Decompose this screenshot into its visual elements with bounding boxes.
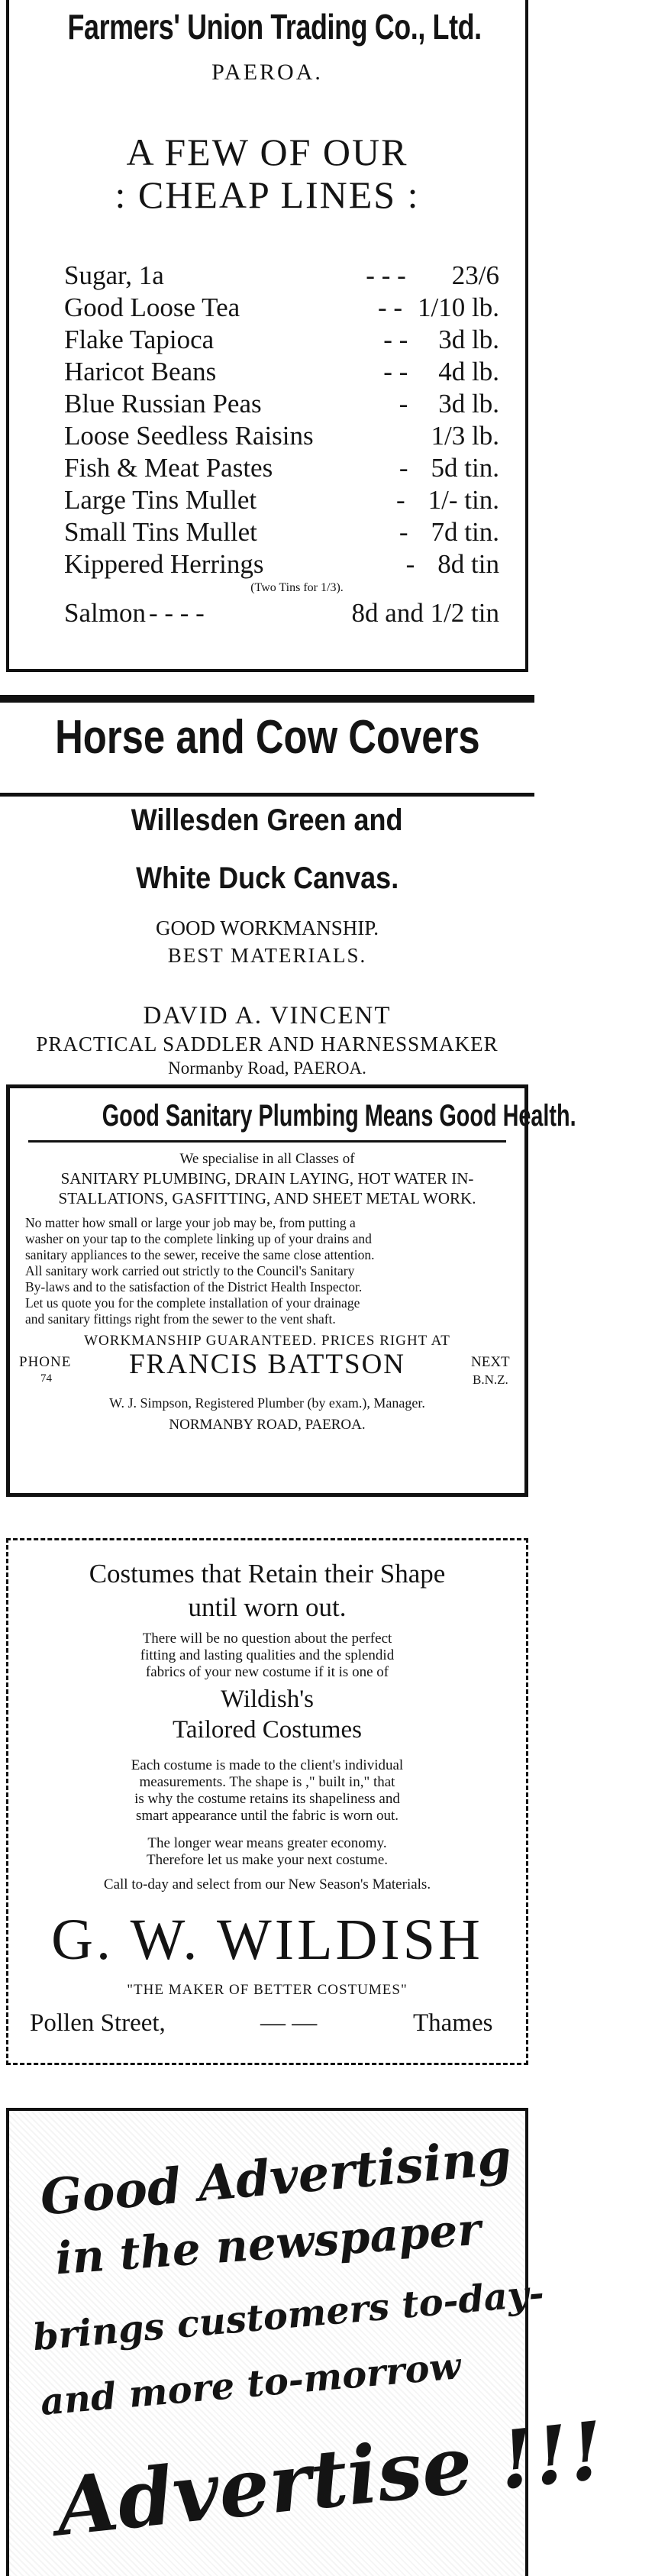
costumes-headline-2: until worn out. [188,1592,347,1622]
plumbing-guarantee: WORKMANSHIP GUARANTEED. PRICES RIGHT AT [84,1333,450,1349]
item-filler: - - - [366,260,406,290]
item-name: Haricot Beans [64,357,217,386]
costumes-para-3 [8,1835,526,1869]
price-row [64,356,499,388]
price-row [64,260,499,292]
price-row [64,292,499,324]
price-row [64,324,499,356]
item-filler: - - [383,357,408,386]
materials-line: BEST MATERIALS. [167,944,367,967]
body-line: By-laws and to the satisfaction of the District Health Inspector. [25,1279,363,1294]
item-name: Fish & Meat Pastes [64,453,273,483]
item-name: Sugar, 1a [64,260,164,290]
plumbing-services-2: STALLATIONS, GASFITTING, AND SHEET METAL WORK. [58,1189,476,1207]
body-line: No matter how small or large your job may be, from putting a [25,1215,356,1230]
wildish-street: Pollen Street, [30,2009,166,2037]
price-list [64,260,499,629]
workmanship-line: GOOD WORKMANSHIP. [155,916,379,939]
phone-number: 74 [40,1372,52,1385]
body-line: Let us quote you for the complete installation of your drainage [25,1295,360,1311]
item-name: Good Loose Tea [64,293,240,322]
company-town: PAEROA. [211,60,323,85]
item-price: 1/- tin. [428,485,499,515]
ad-advertise [6,2108,608,2576]
item-filler: - - - - [148,598,205,628]
horse-cow-headline: Horse and Cow Covers [54,711,480,764]
phone-label: PHONE [19,1354,72,1370]
item-name: Flake Tapioca [64,325,215,354]
vincent-address: Normanby Road, PAEROA. [168,1059,366,1078]
advertise-line-4: and more to-morrow [38,2345,463,2424]
plumbing-body [25,1215,514,1327]
battson-address: NORMANBY ROAD, PAEROA. [169,1417,366,1433]
costumes-headline-1: Costumes that Retain their Shape [89,1559,446,1589]
item-filler: - [399,453,408,483]
price-row [64,548,499,580]
price-row [64,388,499,420]
wildish-town: Thames [413,2009,493,2037]
item-price: 8d tin [437,549,499,579]
plumbing-headline: Good Sanitary Plumbing Means Good Health. [102,1099,576,1133]
item-name: Loose Seedless Raisins [64,421,314,451]
item-name: Salmon [64,598,146,628]
next-value: B.N.Z. [473,1372,508,1387]
item-price: 8d and 1/2 tin [351,598,499,628]
advertise-line-1: Good Advertising [37,2128,514,2227]
item-price: 7d tin. [431,517,499,547]
ad-wildish-costumes [6,1538,528,2065]
body-line: sanitary appliances to the sewer, receive the same close attention. [25,1247,375,1262]
item-filler: - - [383,325,408,354]
para-line: smart appearance until the fabric is worn out. [136,1808,399,1824]
item-filler: - [399,517,408,547]
company-name: Farmers' Union Trading Co., Ltd. [67,7,482,47]
heading-line-1: A FEW OF OUR [126,131,408,173]
battson-manager: W. J. Simpson, Registered Plumber (by exam.), Manager. [109,1395,425,1411]
para-line: fabrics of your new costume if it is one of [145,1664,389,1680]
vincent-trade: PRACTICAL SADDLER AND HARNESSMAKER [36,1033,499,1055]
body-line: All sanitary work carried out strictly to the Council's Sanitary [25,1263,355,1278]
canvas-line-2: White Duck Canvas. [135,861,399,895]
advertise-line-5: Advertise !!! [51,2403,608,2555]
para-line: is why the costume retains its shapeliness and [134,1791,400,1807]
plumbing-intro: We specialise in all Classes of [179,1151,355,1167]
para-line: fitting and lasting qualities and the splendid [140,1647,395,1663]
para-line: Therefore let us make your next costume. [146,1852,389,1868]
wildish-brand-1: Wildish's [221,1686,314,1713]
price-row [64,516,499,548]
headline-rule [28,1140,506,1143]
item-price: 4d lb. [438,357,499,386]
divider-rule [0,793,534,797]
item-price: 5d tin. [431,453,499,483]
item-price: 3d lb. [438,389,499,419]
costumes-para-1 [8,1631,526,1681]
ad-farmers-union [6,0,528,672]
item-price: 1/3 lb. [431,421,499,451]
para-line: The longer wear means greater economy. [147,1835,387,1851]
price-row [64,597,499,629]
price-row [64,484,499,516]
body-line: washer on your tap to the complete linking up of your drains and [25,1231,372,1246]
item-filler: - [396,485,405,515]
costumes-para-2 [8,1757,526,1825]
body-line: and sanitary fittings right from the sewer to the vent shaft. [25,1311,336,1327]
para-line: Each costume is made to the client's individual [131,1757,404,1773]
price-note: (Two Tins for 1/3). [250,581,344,594]
advertise-line-3: brings customers to-day- [31,2271,546,2360]
divider-rule [0,695,534,703]
costumes-call: Call to-day and select from our New Season's Materials. [103,1876,431,1892]
heading-line-2: : CHEAP LINES : [115,173,420,216]
para-line: There will be no question about the perfect [142,1631,392,1647]
wildish-brand-2: Tailored Costumes [173,1716,362,1744]
next-label: NEXT [471,1354,510,1370]
plumbing-services-1: SANITARY PLUMBING, DRAIN LAYING, HOT WATER IN- [60,1169,474,1188]
para-line: measurements. The shape is ," built in," that [139,1774,395,1790]
item-name: Kippered Herrings [64,549,264,579]
advertise-line-2: in the newspaper [53,2203,482,2285]
price-row [64,420,499,452]
price-row [64,452,499,484]
wildish-name: G. W. WILDISH [51,1908,483,1972]
item-filler: - - [377,293,403,322]
item-price: 3d lb. [438,325,499,354]
item-name: Small Tins Mullet [64,517,257,547]
item-price: 1/10 lb. [418,293,499,322]
wildish-dashes: — — [260,2009,318,2037]
ad-battson-plumbing [6,1084,576,1497]
item-filler: - [405,549,415,579]
item-price: 23/6 [451,260,499,290]
item-name: Large Tins Mullet [64,485,257,515]
canvas-line-1: Willesden Green and [131,803,403,837]
vincent-name: DAVID A. VINCENT [143,1002,392,1029]
item-name: Blue Russian Peas [64,389,262,419]
battson-name: FRANCIS BATTSON [128,1349,406,1380]
wildish-tagline: "THE MAKER OF BETTER COSTUMES" [127,1982,408,1998]
item-filler: - [399,389,408,419]
